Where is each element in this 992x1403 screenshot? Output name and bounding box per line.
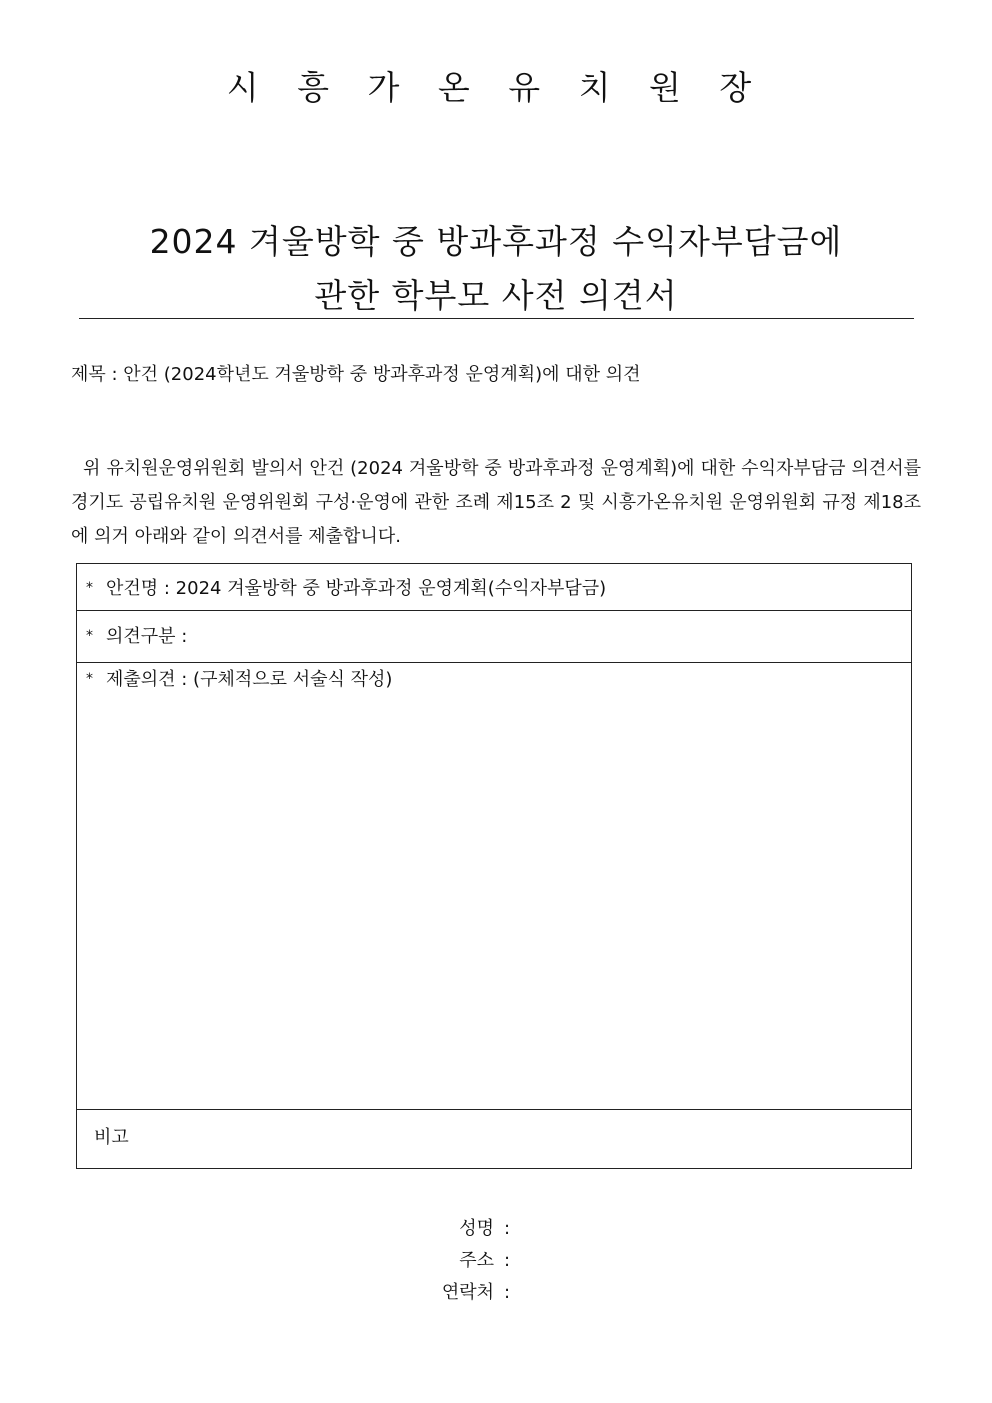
intro-paragraph: 위 유치원운영위원회 발의서 안건 (2024 겨울방학 중 방과후과정 운영계획)에 대한 수익자부담금 의견서를 경기도 공립유치원 운영위원회 구성·운영에 관한 조례 제15조 2 및 시흥가온유치원 운영위원회 규정 제18조에 의거 아래와 같이 의견서를 제출합니다. xyxy=(71,458,921,547)
asterisk-bullet-icon: * xyxy=(86,628,93,644)
submitted-opinion-row[interactable] xyxy=(77,663,911,1110)
address-colon: : xyxy=(503,1250,511,1271)
recipient-heading: 시 흥 가 온 유 치 원 장 xyxy=(226,68,766,107)
name-label: 성명 xyxy=(459,1218,494,1239)
asterisk-bullet-icon: * xyxy=(86,580,93,596)
opinion-form-table xyxy=(76,563,912,1169)
agenda-label: 안건명 : 2024 겨울방학 중 방과후과정 운영계획(수익자부담금) xyxy=(106,578,607,599)
document-title-line-2: 관한 학부모 사전 의견서 xyxy=(314,276,678,315)
contact-colon: : xyxy=(503,1282,511,1303)
name-field[interactable] xyxy=(380,1213,520,1245)
contact-field[interactable] xyxy=(380,1277,520,1309)
title-divider xyxy=(79,318,914,319)
opinion-category-label: 의견구분 : xyxy=(106,626,188,647)
subject-line: 제목 : 안건 (2024학년도 겨울방학 중 방과후과정 운영계획)에 대한 의견 xyxy=(71,364,641,385)
contact-label: 연락처 xyxy=(441,1282,494,1303)
document-title-line-1: 2024 겨울방학 중 방과후과정 수익자부담금에 xyxy=(149,222,843,261)
signature-block xyxy=(380,1213,520,1309)
submitted-opinion-label: 제출의견 : (구체적으로 서술식 작성) xyxy=(106,669,393,690)
name-colon: : xyxy=(503,1218,511,1239)
asterisk-bullet-icon: * xyxy=(86,671,93,687)
address-field[interactable] xyxy=(380,1245,520,1277)
address-label: 주소 xyxy=(459,1250,494,1271)
agenda-row xyxy=(77,564,911,611)
opinion-category-row[interactable] xyxy=(77,611,911,663)
remarks-row[interactable] xyxy=(77,1110,911,1168)
remarks-label: 비고 xyxy=(94,1127,129,1148)
